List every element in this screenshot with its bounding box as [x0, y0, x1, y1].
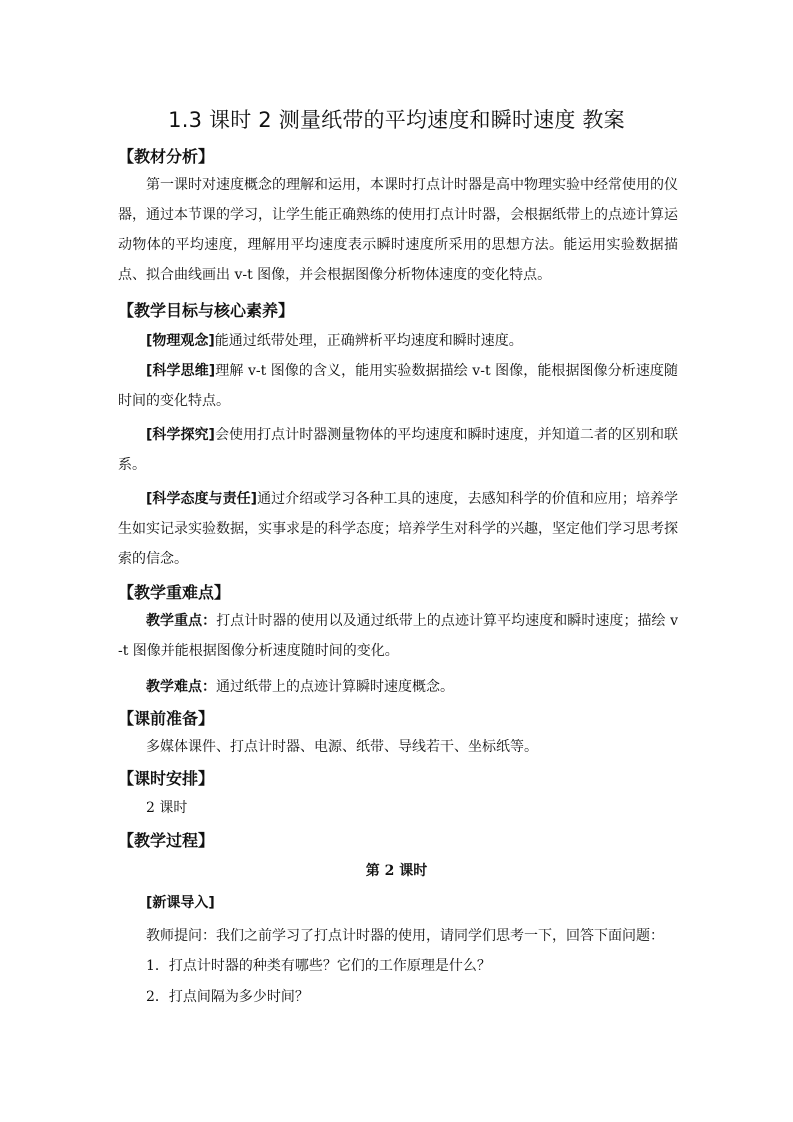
intro-tag-label: [新课导入] [146, 895, 215, 911]
prep-text: 多媒体课件、打点计时器、电源、纸带、导线若干、坐标纸等。 [146, 739, 538, 755]
goal-tag: [科学态度与责任] [146, 491, 258, 507]
goal-item-scientific-thinking [118, 356, 678, 416]
teaching-focus [118, 606, 678, 666]
difficulty-text: 通过纸带上的点迹计算瞬时速度概念。 [216, 679, 454, 695]
schedule-text: 2 课时 [146, 800, 188, 816]
section-heading-keypoints: 【教学重难点】 [118, 583, 231, 602]
goal-text: 通过介绍或学习各种工具的速度，去感知科学的价值和应用；培养学生如实记录实验数据，实事求是的科学态度；培养学生对科学的兴趣，坚定他们学习思考探索的信念。 [118, 491, 679, 567]
section-heading-goals: 【教学目标与核心素养】 [118, 301, 295, 320]
difficulty-label: 教学难点： [146, 679, 216, 695]
goal-item-attitude-responsibility [118, 484, 678, 574]
goal-text: 理解 v-t 图像的含义，能用实验数据描绘 v-t 图像，能根据图像分析速度随时间的变化特点。 [118, 363, 679, 409]
analysis-paragraph: 第一课时对速度概念的理解和运用，本课时打点计时器是高中物理实验中经常使用的仪器，通过本节课的学习，让学生能正确熟练的使用打点计时器，会根据纸带上的点迹计算运动物体的平均速度，理解用平均速度表示瞬时速度所采用的思想方法。能运用实验数据描点、拟合曲线画出 v-t 图像，并会根据图像分析物体速度的变化特点。 [118, 177, 678, 283]
goal-text: 会使用打点计时器测量物体的平均速度和瞬时速度，并知道二者的区别和联系。 [118, 427, 679, 473]
section-heading-schedule: 【课时安排】 [118, 769, 215, 788]
focus-label: 教学重点： [146, 613, 217, 629]
teacher-question: 教师提问：我们之前学习了打点计时器的使用，请同学们思考一下，回答下面问题： [146, 928, 664, 944]
page-title: 1.3 课时 2 测量纸带的平均速度和瞬时速度 教案 [168, 108, 625, 132]
focus-text: 打点计时器的使用以及通过纸带上的点迹计算平均速度和瞬时速度；描绘 v-t 图像并能根据图像分析速度随时间的变化。 [118, 613, 679, 659]
goal-item-physics-concept [118, 326, 678, 356]
section-heading-analysis: 【教材分析】 [118, 147, 215, 166]
section-heading-prep: 【课前准备】 [118, 709, 215, 728]
goal-text: 能通过纸带处理，正确辨析平均速度和瞬时速度。 [214, 333, 523, 349]
question-item: 1．打点计时器的种类有哪些？它们的工作原理是什么？ [146, 958, 491, 974]
goal-tag: [科学思维] [146, 363, 216, 379]
lesson-title: 第 2 课时 [365, 863, 428, 879]
section-heading-process: 【教学过程】 [118, 831, 215, 850]
goal-tag: [物理观念] [146, 333, 215, 349]
question-item: 2．打点间隔为多少时间？ [146, 989, 309, 1005]
intro-tag [146, 892, 215, 914]
teaching-difficulty [118, 672, 678, 702]
goal-tag: [科学探究] [146, 427, 215, 443]
goal-item-scientific-inquiry [118, 420, 678, 480]
